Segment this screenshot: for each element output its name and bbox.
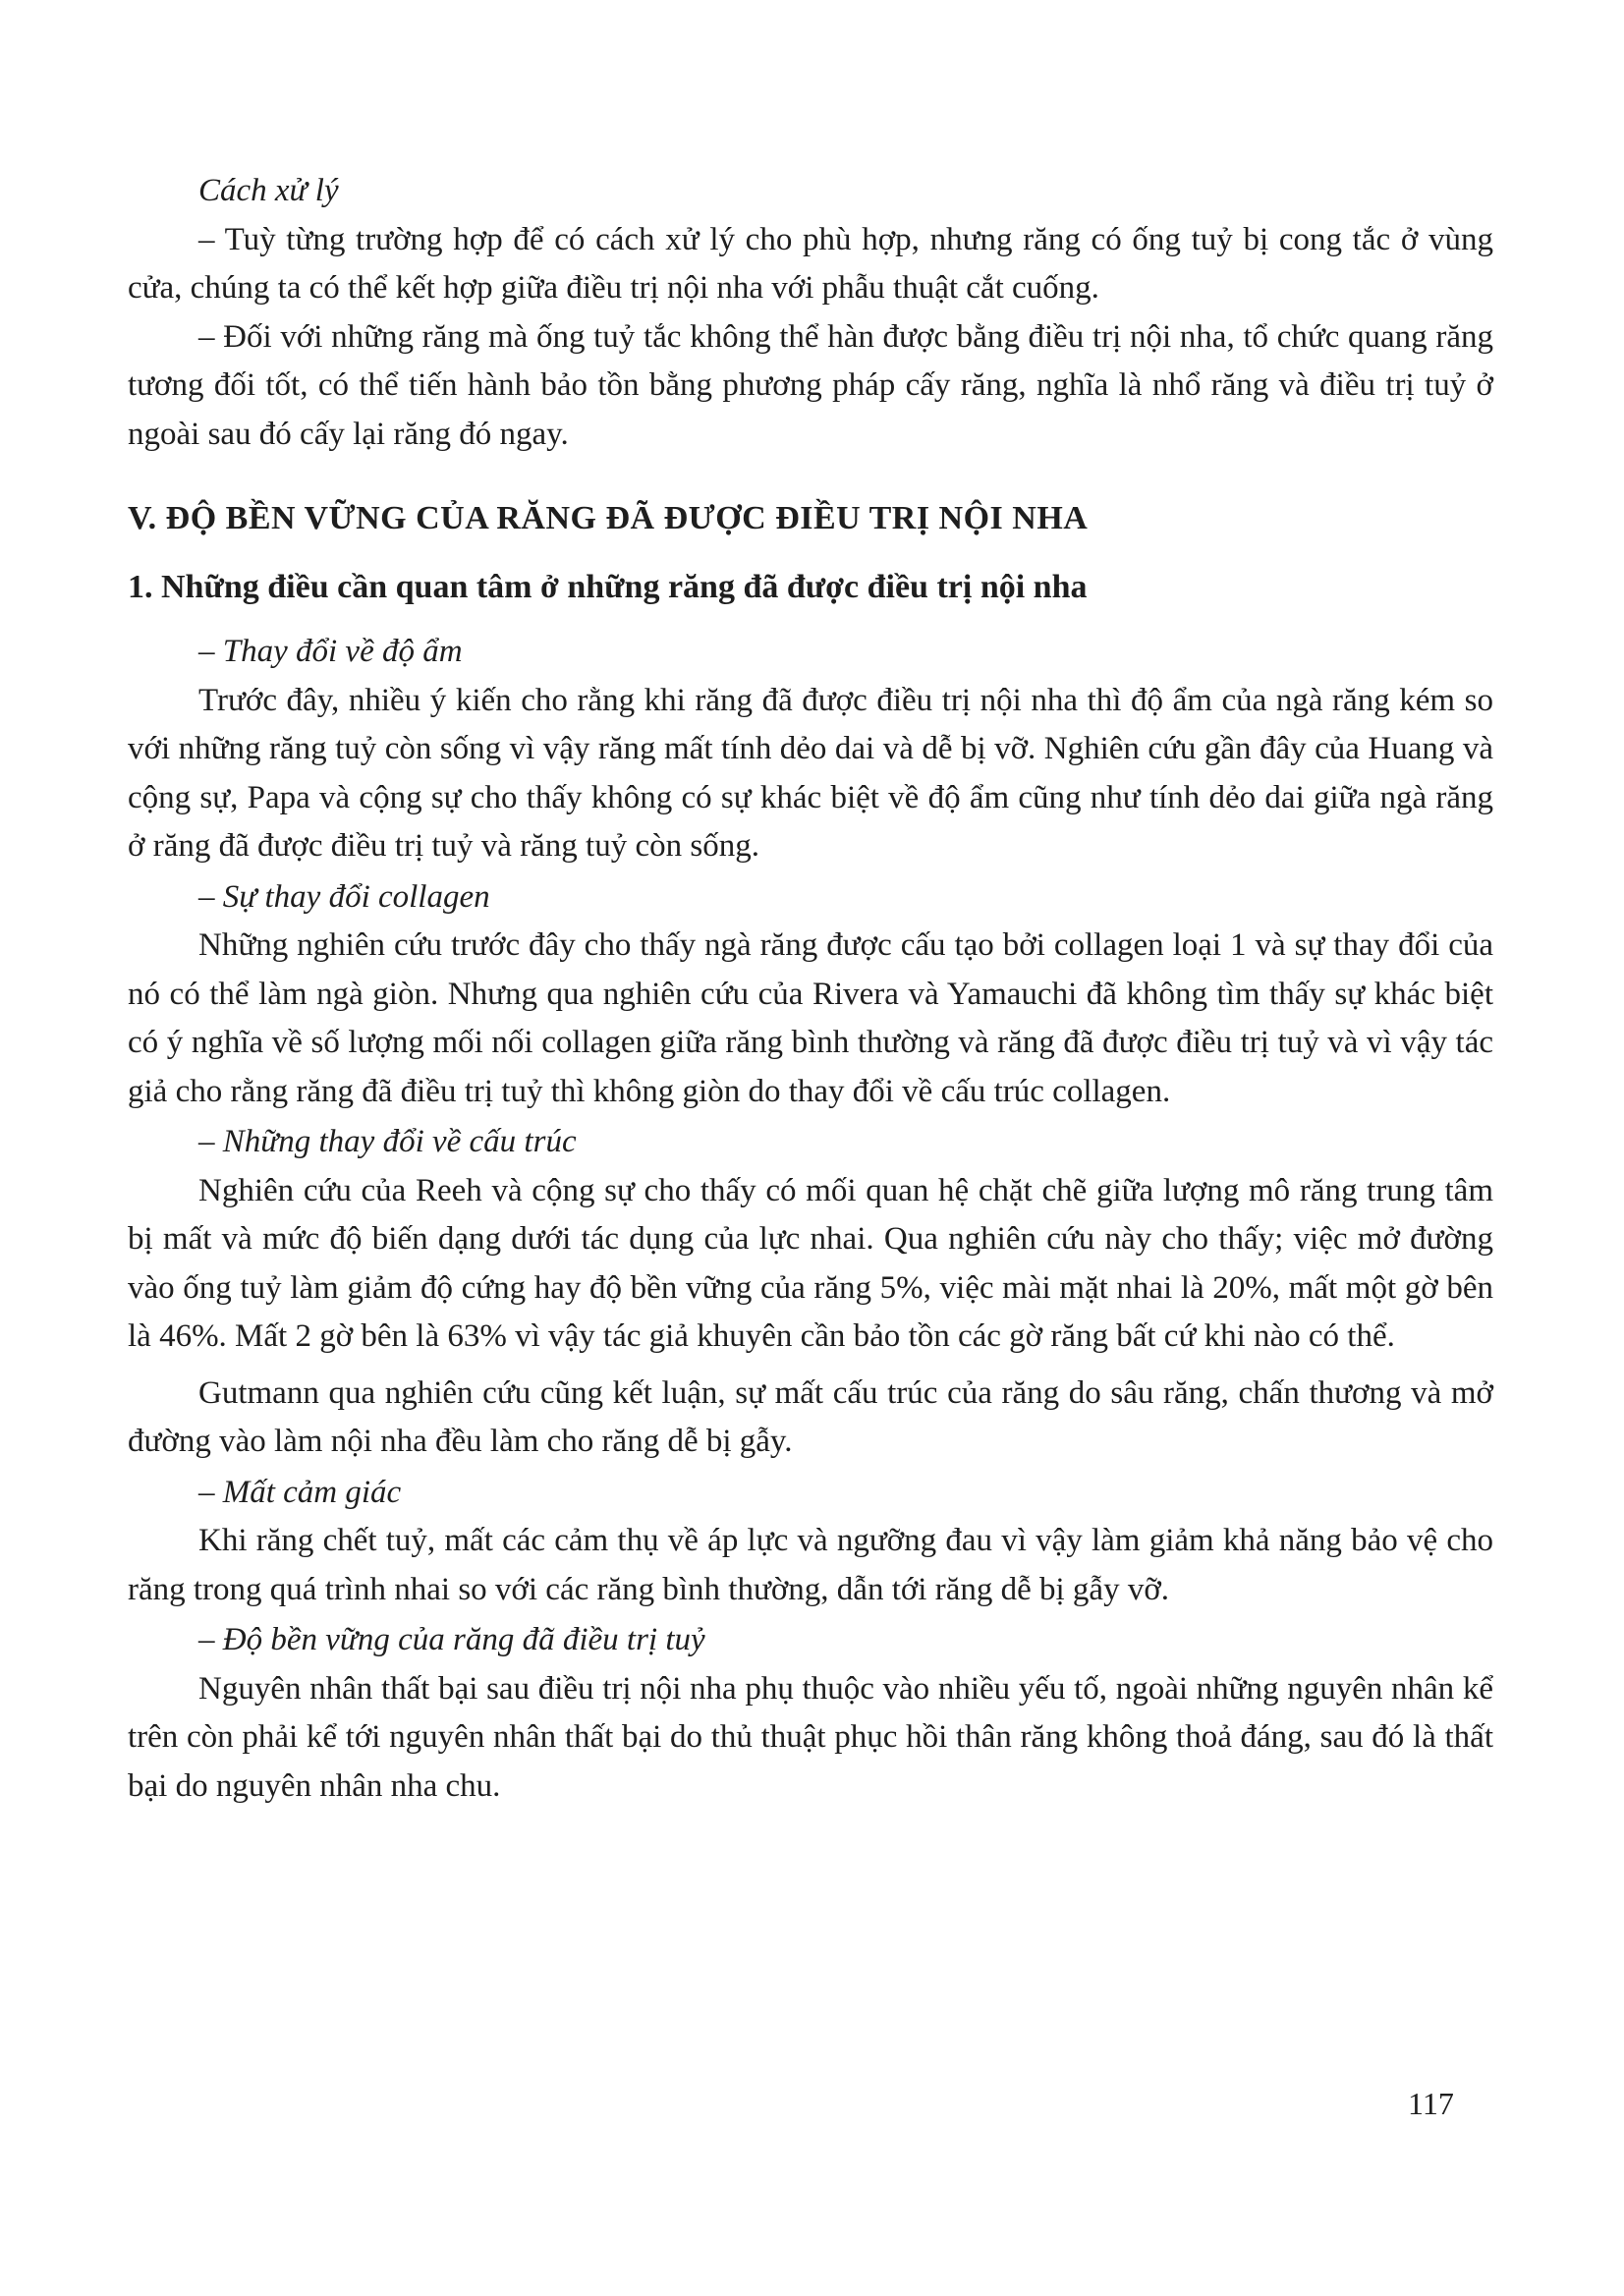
structure-paragraph: Nghiên cứu của Reeh và cộng sự cho thấy có mối quan hệ chặt chẽ giữa lượng mô răng trung tâm bị mất và mức độ biến dạng dưới tác dụng của lực nhai. Qua nghiên cứu này cho thấy; việc mở đường vào ống tuỷ làm giảm độ cứng hay độ bền vững của răng 5%, việc mài mặt nhai là 20%, mất một gờ bên là 46%. Mất 2 gờ bên là 63% vì vậy tác giả khuyên cần bảo tồn các gờ răng bất cứ khi nào có thể. — [128, 1172, 1493, 1354]
sensation-title: – Mất cảm giác — [198, 1474, 402, 1510]
moisture-paragraph: Trước đây, nhiều ý kiến cho rằng khi răng đã được điều trị nội nha thì độ ẩm của ngà răng kém so với những răng tuỷ còn sống vì vậy răng mất tính dẻo dai và dễ bị vỡ. Nghiên cứu gần đây của Huang và cộng sự, Papa và cộng sự cho thấy không có sự khác biệt về độ ẩm cũng như tính dẻo dai giữa ngà răng ở răng đã được điều trị tuỷ và răng tuỷ còn sống. — [128, 682, 1493, 864]
page-number: 117 — [1408, 2086, 1454, 2121]
sensation-paragraph: Khi răng chết tuỷ, mất các cảm thụ về áp lực và ngưỡng đau vì vậy làm giảm khả năng bảo vệ cho răng trong quá trình nhai so với các răng bình thường, dẫn tới răng dễ bị gẫy vỡ. — [128, 1523, 1493, 1607]
moisture-title: – Thay đổi về độ ẩm — [198, 634, 463, 669]
treatment-paragraph-2: – Đối với những răng mà ống tuỷ tắc không thể hàn được bằng điều trị nội nha, tổ chức quang răng tương đối tốt, có thể tiến hành bảo tồn bằng phương pháp cấy răng, nghĩa là nhổ răng và điều trị tuỷ ở ngoài sau đó cấy lại răng đó ngay. — [128, 318, 1493, 452]
durability-paragraph: Nguyên nhân thất bại sau điều trị nội nha phụ thuộc vào nhiều yếu tố, ngoài những nguyên nhân kể trên còn phải kể tới nguyên nhân thất bại do thủ thuật phục hồi thân răng không thoả đáng, sau đó là thất bại do nguyên nhân nha chu. — [128, 1670, 1493, 1804]
section-v-heading: V. ĐỘ BỀN VỮNG CỦA RĂNG ĐÃ ĐƯỢC ĐIỀU TRỊ NỘI NHA — [128, 500, 1089, 536]
collagen-title: – Sự thay đổi collagen — [198, 878, 490, 915]
structure-title: – Những thay đổi về cấu trúc — [198, 1124, 577, 1159]
gutmann-paragraph: Gutmann qua nghiên cứu cũng kết luận, sự mất cấu trúc của răng do sâu răng, chấn thương và mở đường vào làm nội nha đều làm cho răng dễ bị gẫy. — [128, 1374, 1493, 1459]
treatment-heading: Cách xử lý — [198, 173, 339, 208]
page-body — [128, 167, 1493, 1811]
durability-title: – Độ bền vững của răng đã điều trị tuỷ — [198, 1622, 705, 1657]
section-1-heading: 1. Những điều cần quan tâm ở những răng đã được điều trị nội nha — [128, 569, 1088, 605]
collagen-paragraph: Những nghiên cứu trước đây cho thấy ngà răng được cấu tạo bởi collagen loại 1 và sự thay đổi của nó có thể làm ngà giòn. Nhưng qua nghiên cứu của Rivera và Yamauchi đã không tìm thấy sự khác biệt có ý nghĩa về số lượng mối nối collagen giữa răng bình thường và răng đã được điều trị tuỷ và vì vậy tác giả cho rằng răng đã điều trị tuỷ thì không giòn do thay đổi về cấu trúc collagen. — [128, 927, 1493, 1109]
treatment-paragraph-1: – Tuỳ từng trường hợp để có cách xử lý cho phù hợp, nhưng răng có ống tuỷ bị cong tắc ở vùng cửa, chúng ta có thể kết hợp giữa điều trị nội nha với phẫu thuật cắt cuống. — [128, 221, 1493, 306]
